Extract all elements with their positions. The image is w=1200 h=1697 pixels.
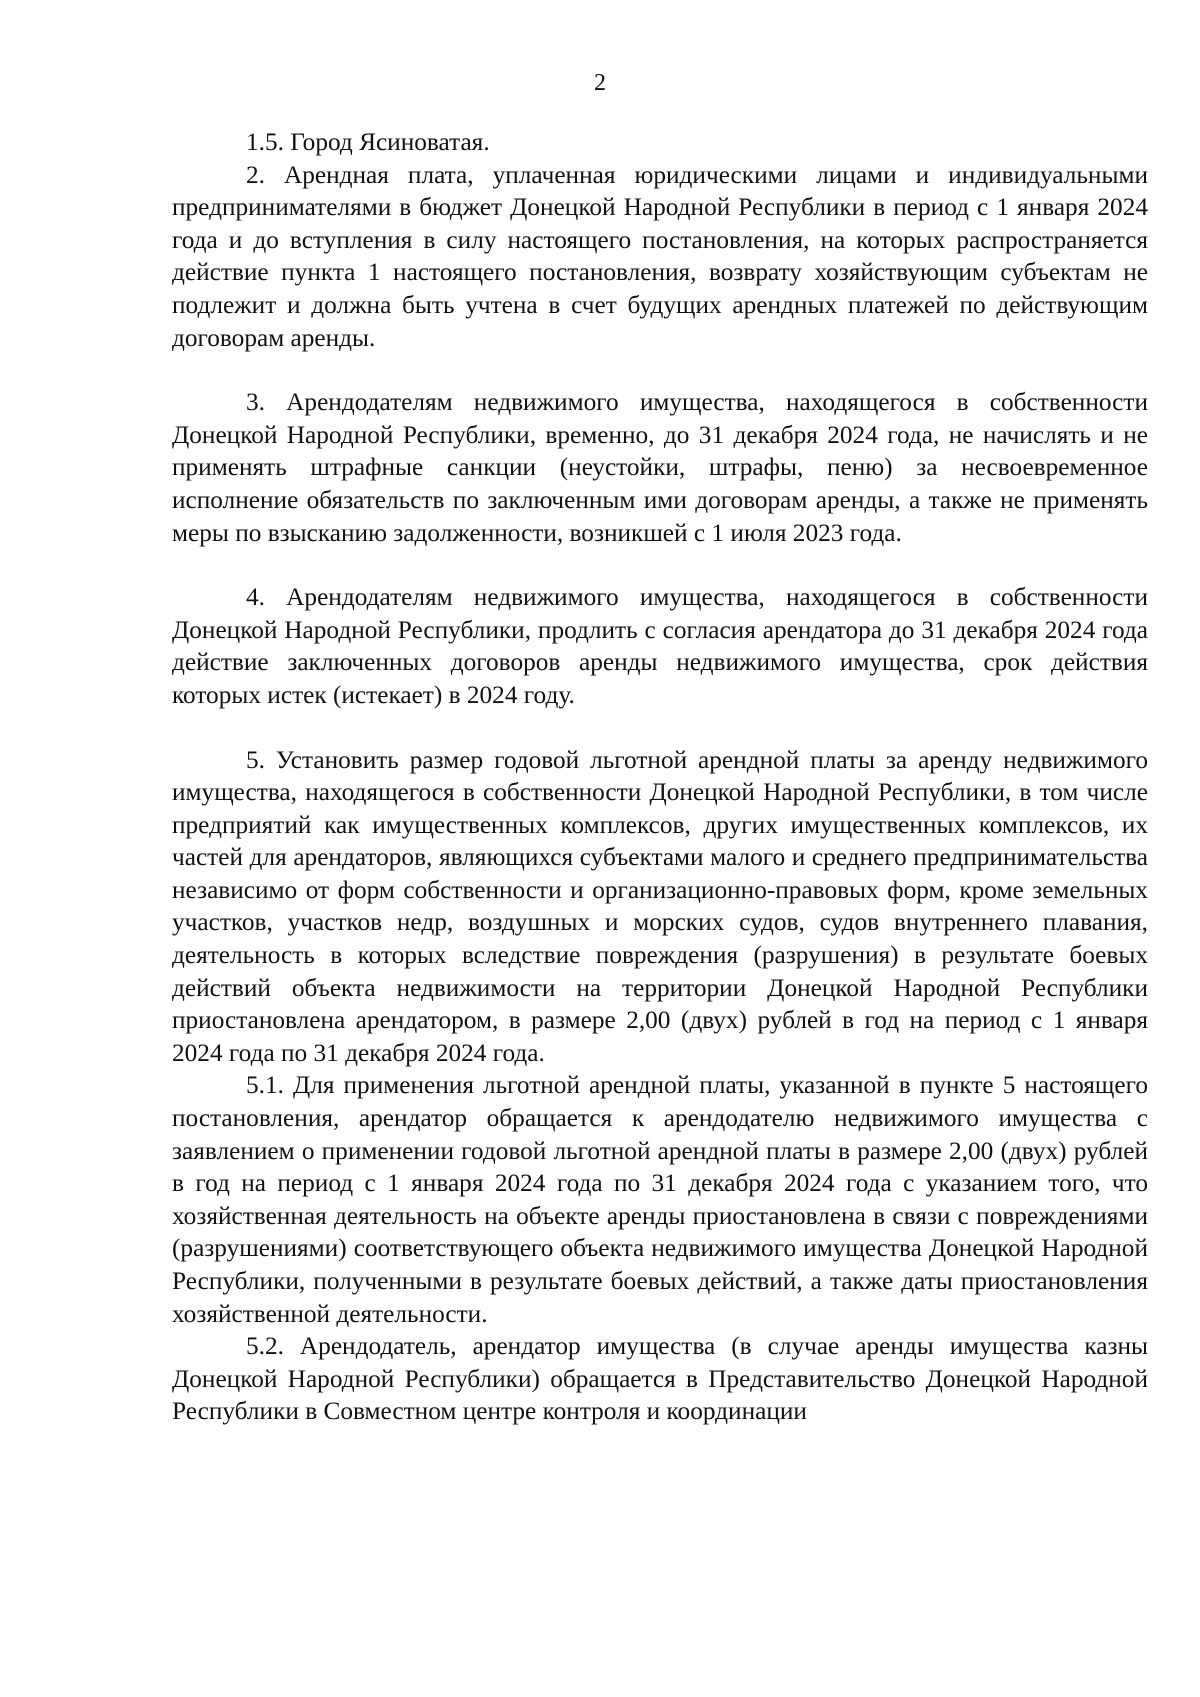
- paragraph-1-5: 1.5. Город Ясиноватая.: [246, 128, 490, 156]
- paragraph-5-1: 5.1. Для применения льготной арендной платы, указанной в пункте 5 настоящего постановления, арендатор обращается к арендодателю недвижимого имущества с заявлением о применении годовой льготной арендной платы в размере 2,00 (двух) рублей в год на период с 1 января 2024 года по 31 декабря 2024 года с указанием того, что хозяйственная деятельность на объекте аренды приостановлена в связи с повреждениями (разрушениями) соответствующего объекта недвижимого имущества Донецкой Народной Республики, полученными в результате боевых действий, а также даты приостановления хозяйственной деятельности.: [172, 1071, 1148, 1328]
- document-body: [172, 126, 1148, 1428]
- paragraph-5: 5. Установить размер годовой льготной арендной платы за аренду недвижимого имущества, находящегося в собственности Донецкой Народной Республики, в том числе предприятий как имущественных комплексов, других имущественных комплексов, их частей для арендаторов, являющихся субъектами малого и среднего предпринимательства независимо от форм собственности и организационно-правовых форм, кроме земельных участков, участков недр, воздушных и морских судов, судов внутреннего плавания, деятельность в которых вследствие повреждения (разрушения) в результате боевых действий объекта недвижимости на территории Донецкой Народной Республики приостановлена арендатором, в размере 2,00 (двух) рублей в год на период с 1 января 2024 года по 31 декабря 2024 года.: [172, 745, 1148, 1067]
- paragraph-5-2: 5.2. Арендодатель, арендатор имущества (в случае аренды имущества казны Донецкой Народной Республики) обращается в Представительство Донецкой Народной Республики в Совместном центре контроля и координации: [172, 1332, 1148, 1426]
- paragraph-4: 4. Арендодателям недвижимого имущества, находящегося в собственности Донецкой Народной Республики, продлить с согласия арендатора до 31 декабря 2024 года действие заключенных договоров аренды недвижимого имущества, срок действия которых истек (истекает) в 2024 году.: [172, 583, 1148, 709]
- page-number: 2: [594, 70, 606, 96]
- paragraph-2: 2. Арендная плата, уплаченная юридическими лицами и индивидуальными предпринимателями в бюджет Донецкой Народной Республики в период с 1 января 2024 года и до вступления в силу настоящего постановления, на которых распространяется действие пункта 1 настоящего постановления, возврату хозяйствующим субъектам не подлежит и должна быть учтена в счет будущих арендных платежей по действующим договорам аренды.: [172, 160, 1148, 352]
- paragraph-3: 3. Арендодателям недвижимого имущества, находящегося в собственности Донецкой Народной Республики, временно, до 31 декабря 2024 года, не начислять и не применять штрафные санкции (неустойки, штрафы, пеню) за несвоевременное исполнение обязательств по заключенным ими договорам аренды, а также не применять меры по взысканию задолженности, возникшей с 1 июля 2023 года.: [172, 388, 1148, 547]
